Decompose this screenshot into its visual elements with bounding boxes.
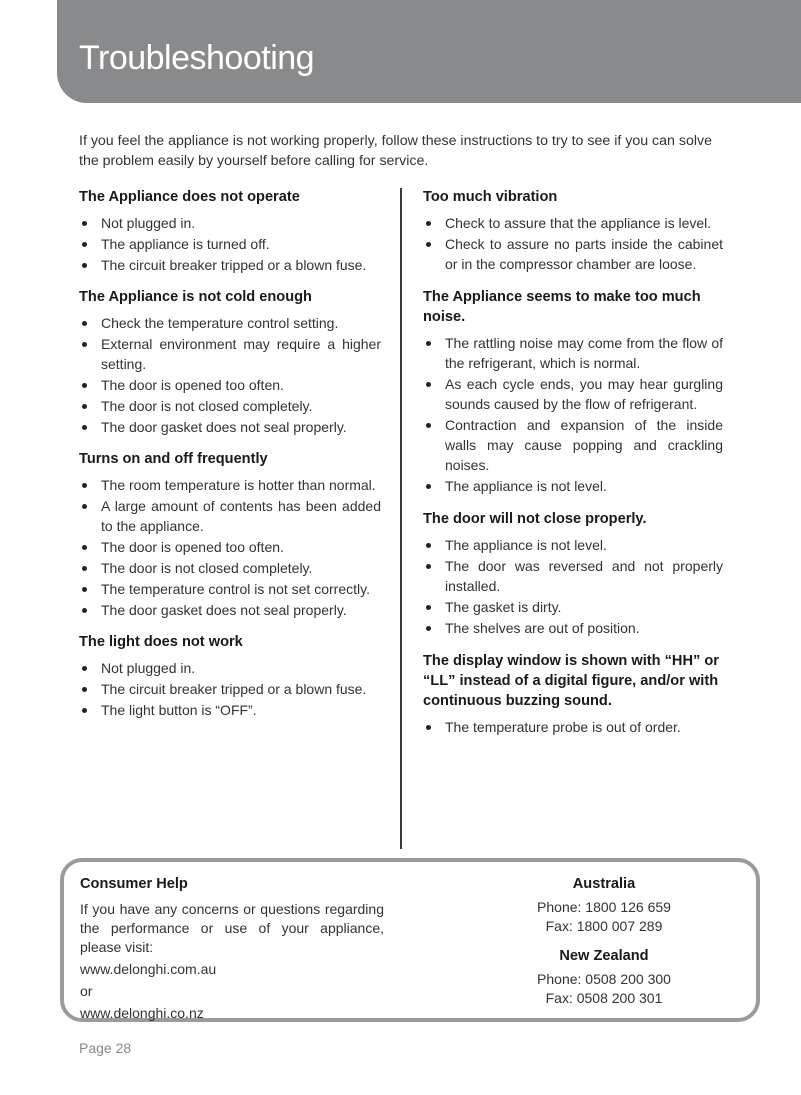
list-item: Not plugged in. bbox=[79, 213, 381, 233]
australia-phone: Phone: 1800 126 659 bbox=[537, 899, 671, 915]
contact-details bbox=[464, 874, 744, 1008]
list-item: Check to assure that the appliance is level. bbox=[423, 213, 723, 233]
list-item: The appliance is not level. bbox=[423, 476, 723, 496]
list-item: The door is not closed completely. bbox=[79, 558, 381, 578]
list-item: The temperature probe is out of order. bbox=[423, 717, 723, 737]
page-number: Page 28 bbox=[79, 1040, 132, 1056]
list-item: As each cycle ends, you may hear gurgling sounds caused by the flow of refrigerant. bbox=[423, 374, 723, 414]
section-title: The light does not work bbox=[79, 634, 243, 650]
section-not-operate bbox=[79, 187, 381, 275]
section-title: Too much vibration bbox=[423, 189, 558, 205]
section-title: Turns on and off frequently bbox=[79, 451, 268, 467]
list-item: The door is opened too often. bbox=[79, 537, 381, 557]
list-item: The door gasket does not seal properly. bbox=[79, 417, 381, 437]
section-title: The display window is shown with “HH” or “LL” instead of a digital figure, and/or with continuous buzzing sound. bbox=[423, 653, 719, 709]
list-item: The rattling noise may come from the flow of the refrigerant, which is normal. bbox=[423, 333, 723, 373]
consumer-help-text: If you have any concerns or questions regarding the performance or use of your appliance, please visit: bbox=[80, 901, 384, 955]
link-delonghi-au[interactable]: www.delonghi.com.au bbox=[80, 961, 217, 977]
list-item: The door is not closed completely. bbox=[79, 396, 381, 416]
list-item: The shelves are out of position. bbox=[423, 618, 723, 638]
consumer-help-box bbox=[60, 858, 760, 1022]
list-item: The circuit breaker tripped or a blown fuse. bbox=[79, 255, 381, 275]
section-door bbox=[423, 509, 723, 638]
section-title: The door will not close properly. bbox=[423, 511, 647, 527]
list-item: Check the temperature control setting. bbox=[79, 313, 381, 333]
new-zealand-fax: Fax: 0508 200 301 bbox=[545, 990, 663, 1006]
list-item: Check to assure no parts inside the cabinet or in the compressor chamber are loose. bbox=[423, 234, 723, 274]
australia-fax: Fax: 1800 007 289 bbox=[545, 918, 663, 934]
list-item: Contraction and expansion of the inside walls may cause popping and crackling noises. bbox=[423, 415, 723, 475]
country-australia: Australia bbox=[572, 876, 636, 892]
new-zealand-phone: Phone: 0508 200 300 bbox=[537, 971, 671, 987]
list-item: The appliance is turned off. bbox=[79, 234, 381, 254]
list-item: A large amount of contents has been added to the appliance. bbox=[79, 496, 381, 536]
column-divider bbox=[400, 188, 402, 849]
section-noise bbox=[423, 287, 723, 496]
link-delonghi-nz[interactable]: www.delonghi.co.nz bbox=[80, 1005, 204, 1021]
list-item: The room temperature is hotter than normal. bbox=[79, 475, 381, 495]
list-item: The door was reversed and not properly installed. bbox=[423, 556, 723, 596]
page-title: Troubleshooting bbox=[79, 39, 315, 77]
right-column bbox=[423, 187, 723, 738]
left-column bbox=[79, 187, 381, 721]
or-text: or bbox=[80, 983, 93, 999]
section-not-cold bbox=[79, 287, 381, 437]
list-item: The appliance is not level. bbox=[423, 535, 723, 555]
consumer-help-info bbox=[80, 874, 384, 1023]
section-title: The Appliance does not operate bbox=[79, 189, 300, 205]
list-item: The light button is “OFF”. bbox=[79, 700, 381, 720]
list-item: The temperature control is not set correctly. bbox=[79, 579, 381, 599]
list-item: The gasket is dirty. bbox=[423, 597, 723, 617]
section-display bbox=[423, 651, 723, 737]
section-on-off bbox=[79, 449, 381, 620]
list-item: The circuit breaker tripped or a blown fuse. bbox=[79, 679, 381, 699]
list-item: The door is opened too often. bbox=[79, 375, 381, 395]
intro-text: If you feel the appliance is not working properly, follow these instructions to try to see if you can solve the problem easily by yourself before calling for service. bbox=[79, 133, 712, 169]
header-banner bbox=[57, 0, 801, 103]
list-item: Not plugged in. bbox=[79, 658, 381, 678]
list-item: The door gasket does not seal properly. bbox=[79, 600, 381, 620]
section-vibration bbox=[423, 187, 723, 274]
section-title: The Appliance seems to make too much noise. bbox=[423, 289, 701, 325]
section-title: The Appliance is not cold enough bbox=[79, 289, 312, 305]
consumer-help-title: Consumer Help bbox=[80, 876, 188, 892]
list-item: External environment may require a higher setting. bbox=[79, 334, 381, 374]
section-light bbox=[79, 632, 381, 720]
country-new-zealand: New Zealand bbox=[559, 948, 649, 964]
